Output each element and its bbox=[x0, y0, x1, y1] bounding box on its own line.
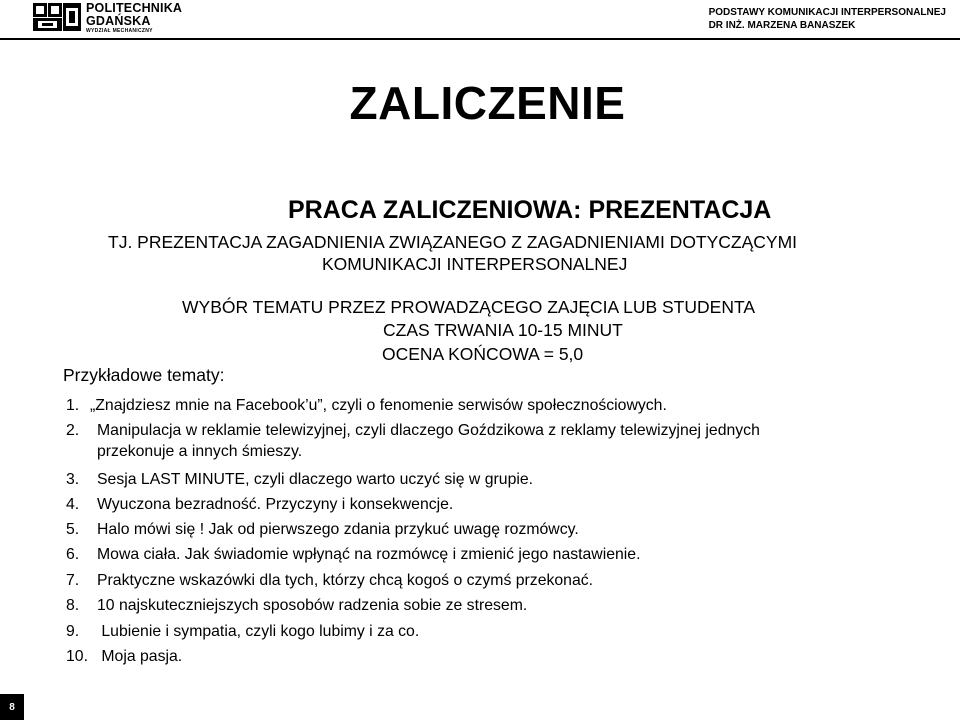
topic-description-line2: KOMUNIKACJI INTERPERSONALNEJ bbox=[322, 254, 628, 274]
list-item-text: Moja pasja. bbox=[97, 648, 183, 665]
list-item-number: 1. bbox=[66, 397, 80, 414]
logo-faculty: WYDZIAŁ MECHANICZNY bbox=[86, 28, 153, 34]
list-item-number: 2. bbox=[66, 422, 80, 439]
header-divider bbox=[0, 38, 960, 40]
list-item-number: 3. bbox=[66, 471, 80, 488]
list-item-text-line1: Manipulacja w reklamie telewizyjnej, czyli dlaczego Goździkowa z reklamy telewizyjnej jednych bbox=[97, 422, 760, 439]
university-logo bbox=[32, 2, 192, 36]
list-item-text: „Znajdziesz mnie na Facebook’u”, czyli o fenomenie serwisów społecznościowych. bbox=[90, 397, 667, 414]
list-item-text: Lubienie i sympatia, czyli kogo lubimy i za co. bbox=[97, 623, 420, 640]
list-item-text: Mowa ciała. Jak świadomie wpłynąć na rozmówcę i zmienić jego nastawienie. bbox=[97, 546, 641, 563]
list-item-number: 4. bbox=[66, 496, 80, 513]
logo-university-city: GDAŃSKA bbox=[86, 13, 151, 28]
list-item-text bbox=[97, 422, 760, 461]
duration-info: CZAS TRWANIA 10-15 MINUT bbox=[383, 320, 623, 340]
course-header bbox=[709, 6, 946, 32]
list-item-text: Praktyczne wskazówki dla tych, którzy chcą kogoś o czymś przekonać. bbox=[97, 572, 594, 589]
slide-title: ZALICZENIE bbox=[349, 77, 626, 129]
logo-university-name: POLITECHNIKA bbox=[86, 1, 183, 15]
university-emblem-icon bbox=[32, 2, 82, 32]
logo-text bbox=[86, 2, 182, 34]
list-item-number: 5. bbox=[66, 521, 80, 538]
topic-selection-info: WYBÓR TEMATU PRZEZ PROWADZĄCEGO ZAJĘCIA LUB STUDENTA bbox=[182, 297, 756, 317]
list-item-text: 10 najskuteczniejszych sposobów radzenia sobie ze stresem. bbox=[97, 597, 528, 614]
list-item-text: Halo mówi się ! Jak od pierwszego zdania przykuć uwagę rozmówcy. bbox=[97, 521, 579, 538]
slide-subtitle: PRACA ZALICZENIOWA: PREZENTACJA bbox=[288, 196, 772, 224]
list-item-text: Wyuczona bezradność. Przyczyny i konsekwencje. bbox=[97, 496, 454, 513]
course-title: PODSTAWY KOMUNIKACJI INTERPERSONALNEJ bbox=[708, 7, 946, 18]
grade-info: OCENA KOŃCOWA = 5,0 bbox=[382, 344, 584, 364]
list-item-number: 6. bbox=[66, 546, 80, 563]
list-item-number: 9. bbox=[66, 623, 80, 640]
example-topics-label: Przykładowe tematy: bbox=[63, 365, 225, 385]
list-item-text: Sesja LAST MINUTE, czyli dlaczego warto uczyć się w grupie. bbox=[97, 471, 534, 488]
topic-description-line1: TJ. PREZENTACJA ZAGADNIENIA ZWIĄZANEGO Z ZAGADNIENIAMI DOTYCZĄCYMI bbox=[108, 232, 798, 252]
page-number-badge: 8 bbox=[0, 694, 24, 720]
list-item-number: 8. bbox=[66, 597, 80, 614]
list-item-number: 10. bbox=[66, 648, 88, 665]
list-item-text-line2: przekonuje a innych śmieszy. bbox=[97, 443, 303, 460]
list-item-number: 7. bbox=[66, 572, 80, 589]
course-author: DR INŻ. MARZENA BANASZEK bbox=[708, 20, 856, 31]
